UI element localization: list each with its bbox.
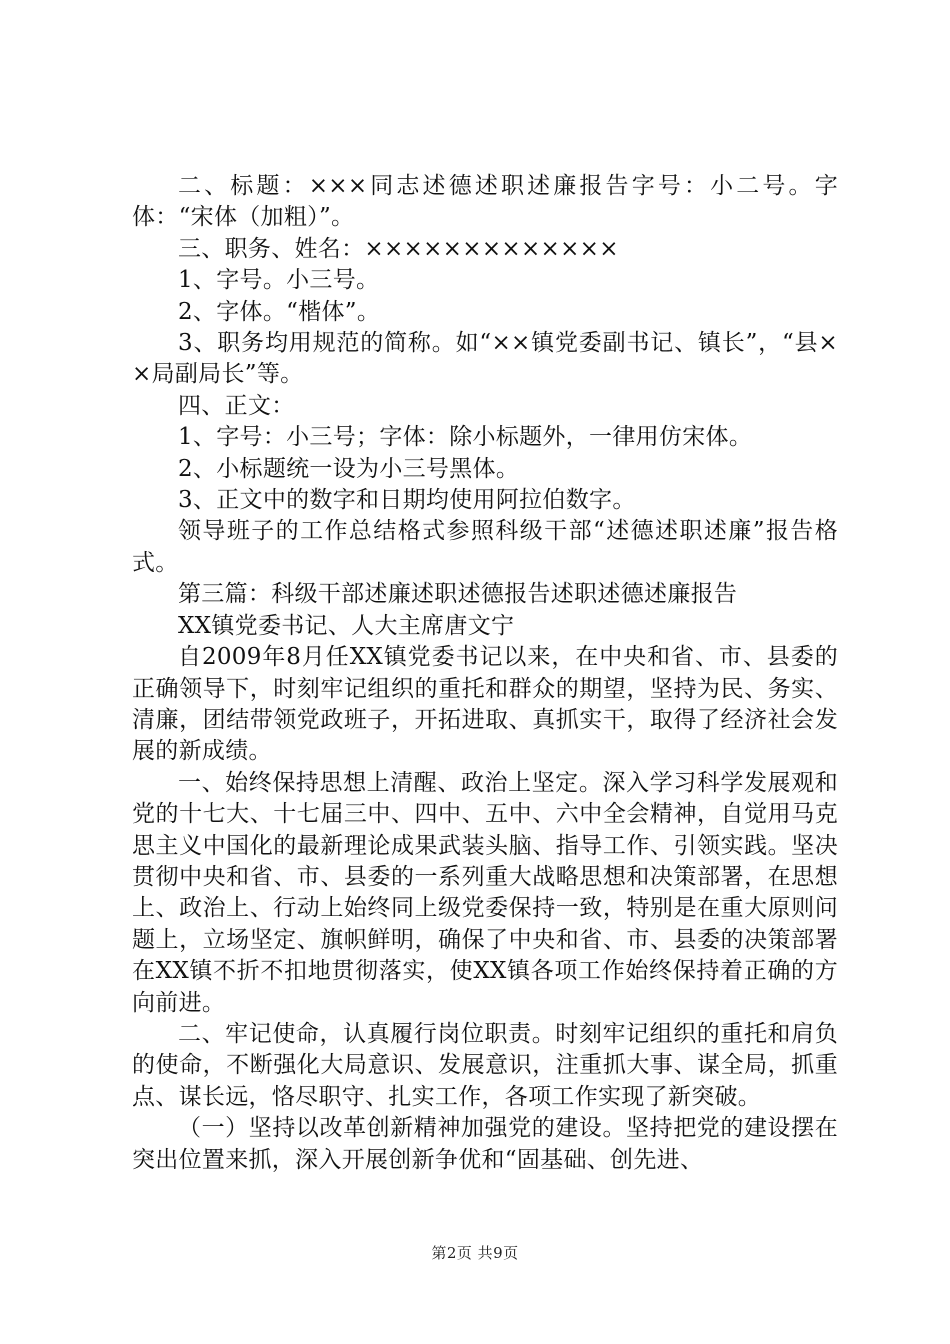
paragraph-point-one: 一、始终保持思想上清醒、政治上坚定。深入学习科学发展观和党的十七大、十七届三中、四中、五中、六中全会精神，自觉用马克思主义中国化的最新理论成果武装头脑、指导工作、引领实践。坚决贯彻中央和省、市、县委的一系列重大战略思想和决策部署，在思想上、政治上、行动上始终同上级党委保持一致，特别是在重大原则问题上，立场坚定、旗帜鲜明，确保了中央和省、市、县委的决策部署在XX镇不折不扣地贯彻落实，使XX镇各项工作始终保持着正确的方向前进。 (132, 769, 838, 1016)
paragraph-position-abbrev: 3、职务均用规范的简称。如“××镇党委副书记、镇长”，“县××局副局长”等。 (132, 330, 838, 388)
document-body (132, 171, 838, 1176)
paragraph-team-summary: 领导班子的工作总结格式参照科级干部“述德述职述廉”报告格式。 (132, 518, 838, 576)
paragraph-intro: 自2009年8月任XX镇党委书记以来，在中央和省、市、县委的正确领导下，时刻牢记组织的重托和群众的期望，坚持为民、务实、清廉，团结带领党政班子，开拓进取、真抓实干，取得了经济社会发展的新成绩。 (132, 644, 838, 765)
paragraph-subtitle-font: 2、小标题统一设为小三号黑体。 (178, 455, 520, 482)
paragraph-font-size: 1、字号。小三号。 (178, 267, 380, 294)
paragraph-point-two: 二、牢记使命，认真履行岗位职责。时刻牢记组织的重托和肩负的使命，不断强化大局意识、发展意识，注重抓大事、谋全局，抓重点、谋长远，恪尽职守、扎实工作，各项工作实现了新突破。 (132, 1020, 838, 1110)
paragraph-numbers: 3、正文中的数字和日期均使用阿拉伯数字。 (178, 487, 636, 514)
paragraph-title-format: 二、标题：×××同志述德述职述廉报告字号：小二号。字体：“宋体（加粗）”。 (132, 173, 838, 231)
paragraph-font-face: 2、字体。“楷体”。 (178, 298, 381, 325)
section-heading: 第三篇：科级干部述廉述职述德报告述职述德述廉报告 (178, 581, 738, 608)
author-line: XX镇党委书记、人大主席唐文宁 (178, 612, 515, 639)
paragraph-subpoint-one: （一）坚持以改革创新精神加强党的建设。坚持把党的建设摆在突出位置来抓，深入开展创新争优和“固基础、创先进、 (132, 1115, 838, 1173)
page-number-footer: 第2页 共9页 (431, 1244, 519, 1262)
paragraph-body-font: 1、字号：小三号；字体：除小标题外，一律用仿宋体。 (178, 424, 753, 451)
paragraph-body-heading: 四、正文： (178, 392, 295, 419)
paragraph-position-name: 三、职务、姓名：××××××××××××× (178, 235, 619, 262)
